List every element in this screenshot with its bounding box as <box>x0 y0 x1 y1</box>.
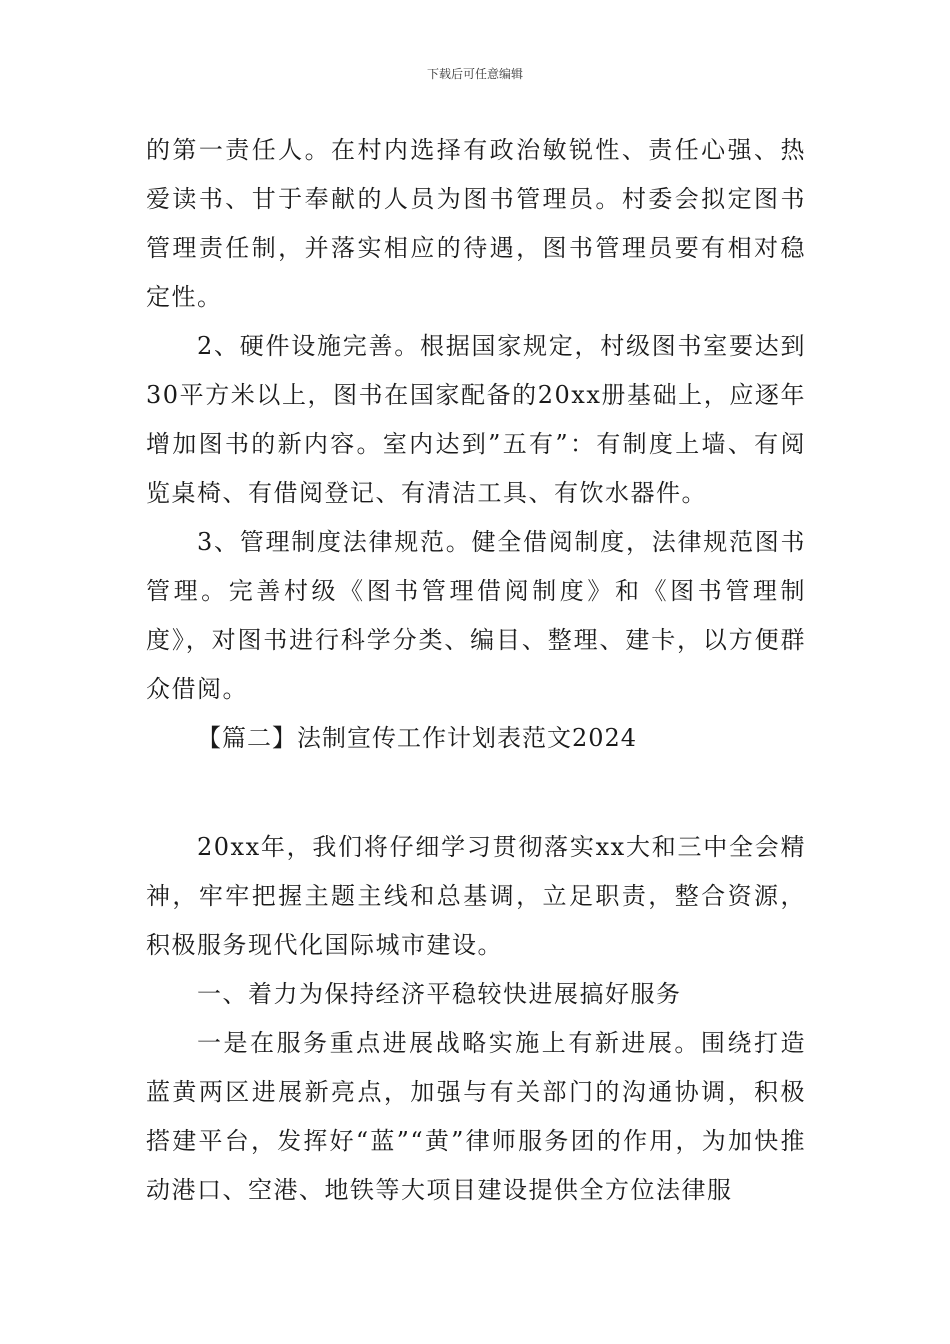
heading-economic-service: 一、着力为保持经济平稳较快进展搞好服务 <box>197 980 682 1008</box>
paragraph-responsibility: 的第一责任人。在村内选择有政治敏锐性、责任心强、热爱读书、甘于奉献的人员为图书管理员。村委会拟定图书管理责任制，并落实相应的待遇，图书管理员要有相对稳定性。 <box>146 136 806 311</box>
paragraph-annual-plan: 20xx年，我们将仔细学习贯彻落实xx大和三中全会精神，牢牢把握主题主线和总基调，立足职责，整合资源，积极服务现代化国际城市建设。 <box>146 833 806 959</box>
paragraph-management-system: 3、管理制度法律规范。健全借阅制度，法律规范图书管理。完善村级《图书管理借阅制度》和《图书管理制度》，对图书进行科学分类、编目、整理、建卡，以方便群众借阅。 <box>146 528 806 703</box>
paragraph-hardware-facilities: 2、硬件设施完善。根据国家规定，村级图书室要达到30平方米以上，图书在国家配备的20xx册基础上，应逐年增加图书的新内容。室内达到”五有”：有制度上墙、有阅览桌椅、有借阅登记、有清洁工具、有饮水器件。 <box>146 332 806 507</box>
page-header: 下载后可任意编辑 <box>426 67 523 81</box>
paragraph-key-strategy: 一是在服务重点进展战略实施上有新进展。围绕打造蓝黄两区进展新亮点，加强与有关部门的沟通协调，积极搭建平台，发挥好“蓝”“黄”律师服务团的作用，为加快推动港口、空港、地铁等大项目建设提供全方位法律服 <box>146 1029 806 1204</box>
section-title: 【篇二】法制宣传工作计划表范文2024 <box>197 724 638 752</box>
document-body <box>146 126 806 1215</box>
